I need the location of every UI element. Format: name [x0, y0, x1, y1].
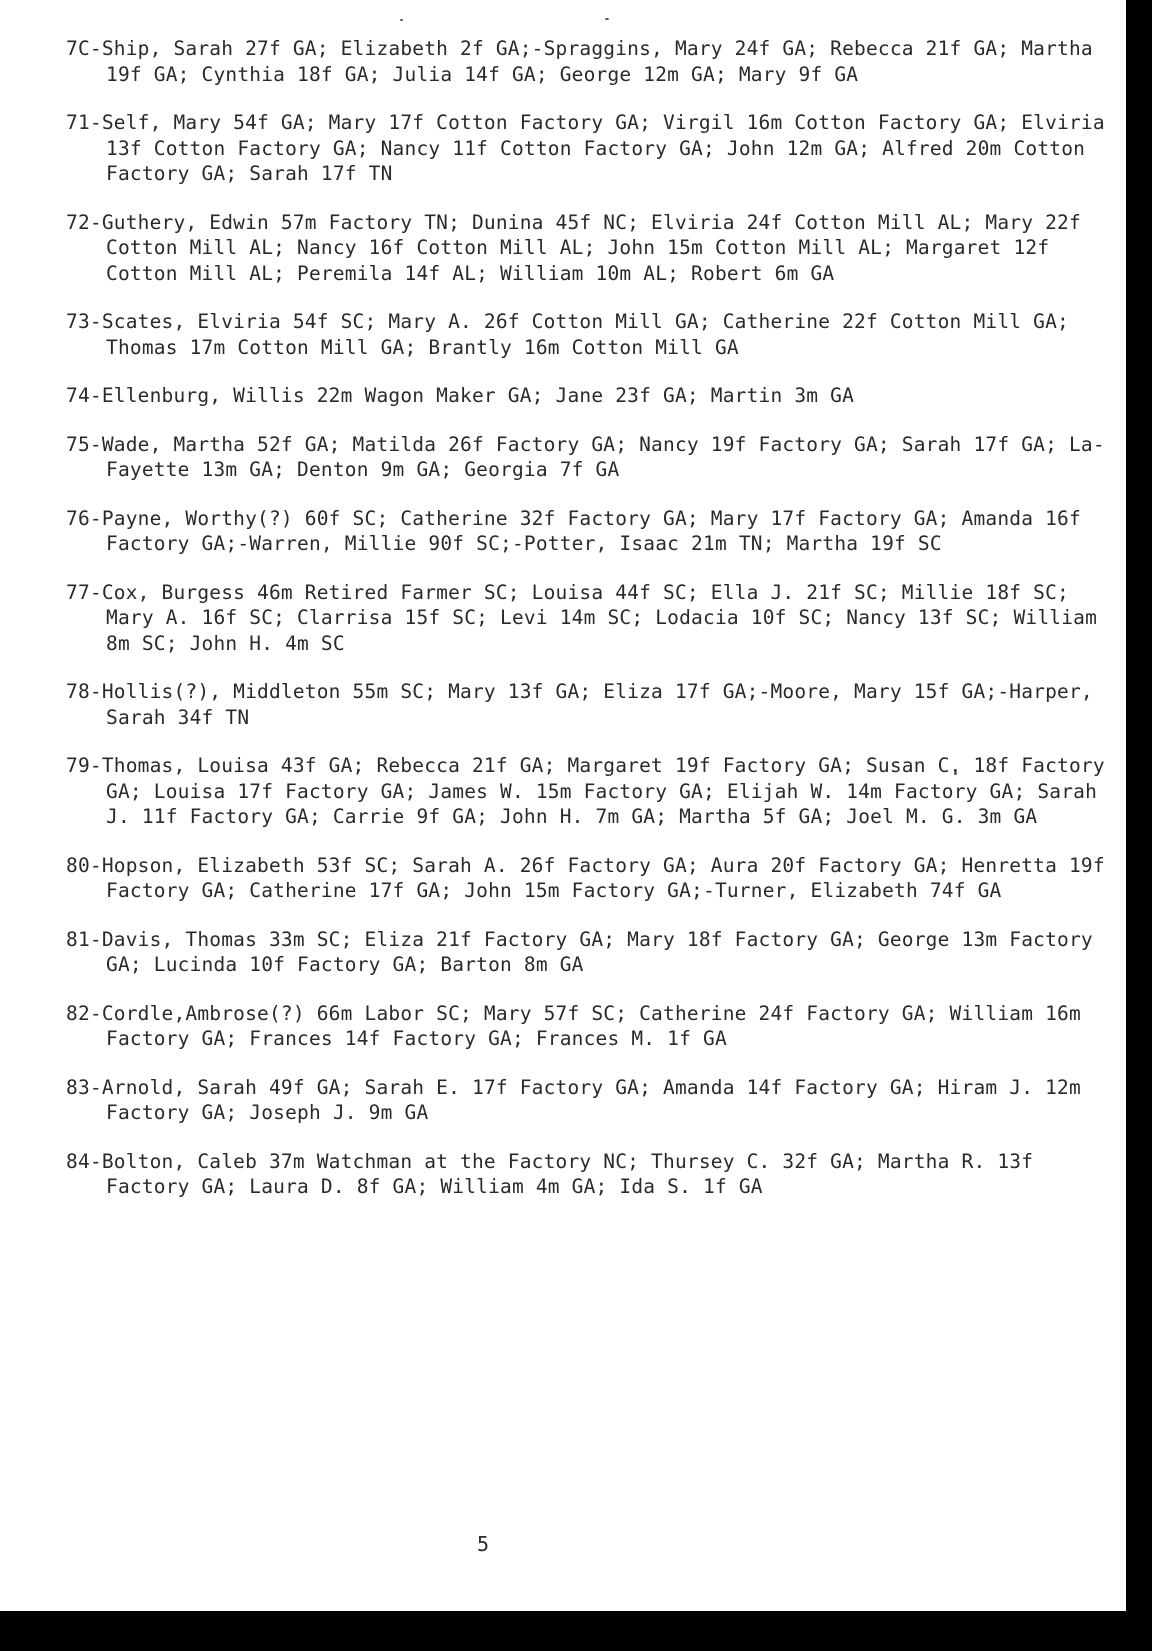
household-entry-text: 84-Bolton, Caleb 37m Watchman at the Factory NC; Thursey C. 32f GA; Martha R. 13f Factory GA; Laura D. 8f GA; William 4m GA; Ida S. 1f GA — [66, 1149, 1046, 1198]
household-entry-text: 75-Wade, Martha 52f GA; Matilda 26f Factory GA; Nancy 19f Factory GA; Sarah 17f GA; La-Fayette 13m GA; Denton 9m GA; Georgia 7f GA — [66, 432, 1105, 481]
household-entry-list — [66, 36, 1116, 1223]
household-entry-74 — [66, 383, 1116, 409]
scan-speck-top-left — [400, 19, 403, 21]
household-entry-text: 76-Payne, Worthy(?) 60f SC; Catherine 32f Factory GA; Mary 17f Factory GA; Amanda 16f Factory GA;-Warren, Millie 90f SC;-Potter, Isaac 21m TN; Martha 19f SC — [66, 506, 1093, 555]
household-entry-text: 80-Hopson, Elizabeth 53f SC; Sarah A. 26f Factory GA; Aura 20f Factory GA; Henretta 19f Factory GA; Catherine 17f GA; John 15m Factory GA;-Turner, Elizabeth 74f GA — [66, 853, 1117, 902]
household-entry-72 — [66, 210, 1116, 287]
household-entry-75 — [66, 432, 1116, 483]
household-entry-text: 72-Guthery, Edwin 57m Factory TN; Dunina 45f NC; Elviria 24f Cotton Mill AL; Mary 22f Cotton Mill AL; Nancy 16f Cotton Mill AL; John 15m Cotton Mill AL; Margaret 12f Cotton Mill AL; Peremila 14f AL; William 10m AL; Robert 6m GA — [66, 210, 1093, 285]
household-entry-text: 77-Cox, Burgess 46m Retired Farmer SC; Louisa 44f SC; Ella J. 21f SC; Millie 18f SC; Mary A. 16f SC; Clarrisa 15f SC; Levi 14m SC; Lodacia 10f SC; Nancy 13f SC; William 8m SC; John H. 4m SC — [66, 580, 1109, 655]
household-entry-text: 81-Davis, Thomas 33m SC; Eliza 21f Factory GA; Mary 18f Factory GA; George 13m Factory GA; Lucinda 10f Factory GA; Barton 8m GA — [66, 927, 1105, 976]
household-entry-text: 78-Hollis(?), Middleton 55m SC; Mary 13f GA; Eliza 17f GA;-Moore, Mary 15f GA;-Harper, Sarah 34f TN — [66, 680, 1105, 729]
household-entry-text: 82-Cordle,Ambrose(?) 66m Labor SC; Mary 57f SC; Catherine 24f Factory GA; William 16m Factory GA; Frances 14f Factory GA; Frances M. 1f GA — [66, 1001, 1093, 1050]
household-entry-83 — [66, 1075, 1116, 1126]
household-entry-77 — [66, 580, 1116, 657]
household-entry-76 — [66, 506, 1116, 557]
household-entry-71 — [66, 110, 1116, 187]
household-entry-73 — [66, 309, 1116, 360]
household-entry-text: 73-Scates, Elviria 54f SC; Mary A. 26f Cotton Mill GA; Catherine 22f Cotton Mill GA; Thomas 17m Cotton Mill GA; Brantly 16m Cotton Mill GA — [66, 310, 1081, 359]
household-entry-text: 74-Ellenburg, Willis 22m Wagon Maker GA; Jane 23f GA; Martin 3m GA — [66, 384, 855, 407]
household-entry-84 — [66, 1149, 1116, 1200]
household-entry-text: 79-Thomas, Louisa 43f GA; Rebecca 21f GA; Margaret 19f Factory GA; Susan C. 18f Factory GA; Louisa 17f Factory GA; James W. 15m Factory GA; Elijah W. 14m Factory GA; Sarah J. 11f Factory GA; Carrie 9f GA; John H. 7m GA; Martha 5f GA; Joel M. G. 3m GA — [66, 754, 1117, 828]
household-entry-82 — [66, 1001, 1116, 1052]
page-number: 5 — [476, 1532, 490, 1556]
household-entry-text: 7C-Ship, Sarah 27f GA; Elizabeth 2f GA;-Spraggins, Mary 24f GA; Rebecca 21f GA; Martha 19f GA; Cynthia 18f GA; Julia 14f GA; George 12m GA; Mary 9f GA — [66, 37, 1105, 86]
household-entry-78 — [66, 679, 1116, 730]
household-entry-80 — [66, 853, 1116, 904]
household-entry-text: 83-Arnold, Sarah 49f GA; Sarah E. 17f Factory GA; Amanda 14f Factory GA; Hiram J. 12m Factory GA; Joseph J. 9m GA — [66, 1075, 1093, 1124]
scan-speck-top-right — [605, 18, 609, 20]
household-entry-81 — [66, 927, 1116, 978]
household-entry-text: 71-Self, Mary 54f GA; Mary 17f Cotton Factory GA; Virgil 16m Cotton Factory GA; Elviria 13f Cotton Factory GA; Nancy 11f Cotton Factory GA; John 12m GA; Alfred 20m Cotton Factory GA; Sarah 17f TN — [66, 111, 1117, 185]
household-entry-70 — [66, 36, 1116, 87]
household-entry-79 — [66, 753, 1116, 830]
